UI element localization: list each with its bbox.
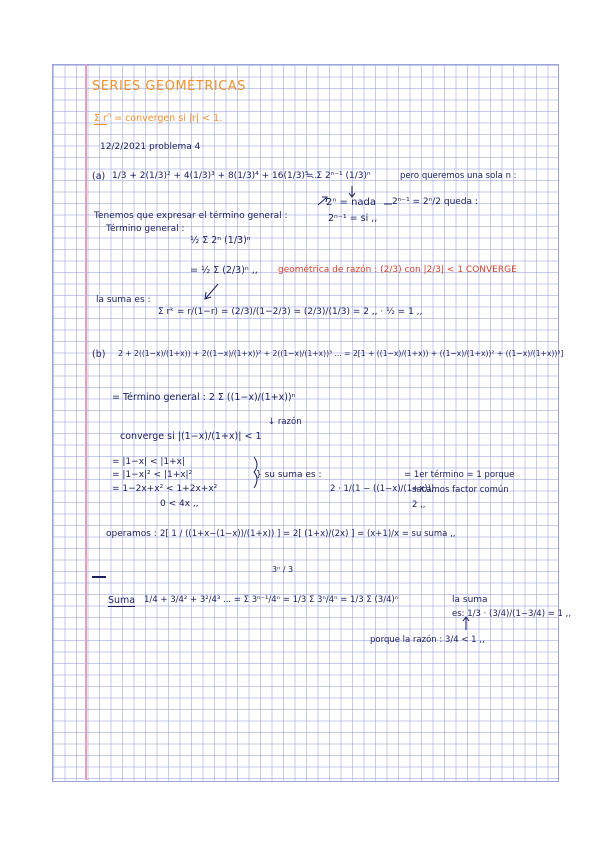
geo-expr: = ½ Σ (2/3)ⁿ ,, <box>190 265 258 276</box>
razon-note: ↓ razón <box>268 417 302 427</box>
up-arrow-icon <box>318 198 326 205</box>
step-3: = 1−2x+x² < 1+2x+x² <box>112 484 218 494</box>
date-problem: 12/2/2021 problema 4 <box>100 142 201 152</box>
part-b-termino: = Término general : 2 Σ ((1−x)/(1+x))ⁿ <box>112 392 296 403</box>
part-a-series-rhs: = Σ 2ⁿ⁻¹ (1/3)ⁿ <box>306 171 371 181</box>
tenemos-text: Tenemos que expresar el término general : <box>94 211 288 221</box>
su-suma-label: } su suma es : <box>256 470 322 480</box>
operamos-label: operamos : <box>106 529 157 539</box>
part-b-label: (b) <box>92 349 106 360</box>
termino-expr: ½ Σ 2ⁿ (1/3)ⁿ <box>190 235 251 246</box>
dos-note: 2 ,, <box>412 500 426 510</box>
step-2: = |1−x|² < |1+x|² <box>112 470 193 480</box>
converge-condition: converge si |(1−x)/(1+x)| < 1 <box>120 431 262 442</box>
part-c-series: 1/4 + 3/4² + 3²/4³ ... = Σ 3ⁿ⁻¹/4ⁿ = 1/3 Σ 3ⁿ/4ⁿ = 1/3 Σ (3/4)ⁿ <box>144 595 399 605</box>
step-4: 0 < 4x ,, <box>160 499 199 509</box>
part-c-suma-word: Suma <box>108 595 136 606</box>
step-1: = |1−x| < |1+x| <box>112 457 185 467</box>
porque-note: porque la razón : 3/4 < 1 ,, <box>370 635 485 645</box>
la-suma-label: la suma <box>452 595 488 605</box>
suma-expr: Σ rᵏ = r/(1−r) = (2/3)/(1−2/3) = (2/3)/(1/3) = 2 ,, · ½ = 1 ,, <box>158 307 423 317</box>
su-suma-expr: 2 · 1/(1 − ((1−x)/(1+x))) <box>330 484 435 494</box>
termino-general-label: Término general : <box>106 224 185 234</box>
page-title: SERIES GEOMÉTRICAS <box>92 79 246 94</box>
over-note: 3ⁿ / 3 <box>272 565 294 574</box>
part-b-series: 2 + 2((1−x)/(1+x)) + 2((1−x)/(1+x))² + 2((1−x)/(1+x))³ ... = 2[1 + ((1−x)/(1+x)) + ((1−x)/(1+x))² + ((1−x)/(1+x))³] <box>118 349 564 358</box>
theorem-text: = convergen si |r| < 1. <box>114 113 223 125</box>
part-a-label: (a) <box>92 171 106 182</box>
primer-termino-note: = 1er término = 1 porque <box>404 470 515 480</box>
es-expr: es: 1/3 · (3/4)/(1−3/4) = 1 ,, <box>452 609 572 619</box>
operamos-expr: 2[ 1 / ((1+x−(1−x))/(1+x)) ] = 2[ (1+x)/(2x) ] = (x+1)/x = su suma ,, <box>160 529 456 539</box>
theorem-lhs: Σ r <box>94 113 107 125</box>
part-a-want-one: pero queremos una sola n : <box>400 171 517 181</box>
si-line: 2ⁿ⁻¹ = si ,, <box>328 213 378 224</box>
nada-line: 2ⁿ = nada <box>326 197 377 208</box>
sacamos-note: sacamos factor común <box>412 485 509 495</box>
part-a-terms: 1/3 + 2(1/3)² + 4(1/3)³ + 8(1/3)⁴ + 16(1/3)⁵ ... <box>112 171 321 181</box>
slant-arrow-icon <box>206 284 218 298</box>
suma-label: la suma es : <box>96 295 151 305</box>
geo-note: geométrica de razón : (2/3) con |2/3| < 1 CONVERGE <box>278 265 517 275</box>
theorem-exponent: n <box>106 111 112 119</box>
brace-icon <box>254 457 257 488</box>
nada2-line: 2ⁿ⁻¹ = 2ⁿ/2 queda : <box>392 197 478 207</box>
